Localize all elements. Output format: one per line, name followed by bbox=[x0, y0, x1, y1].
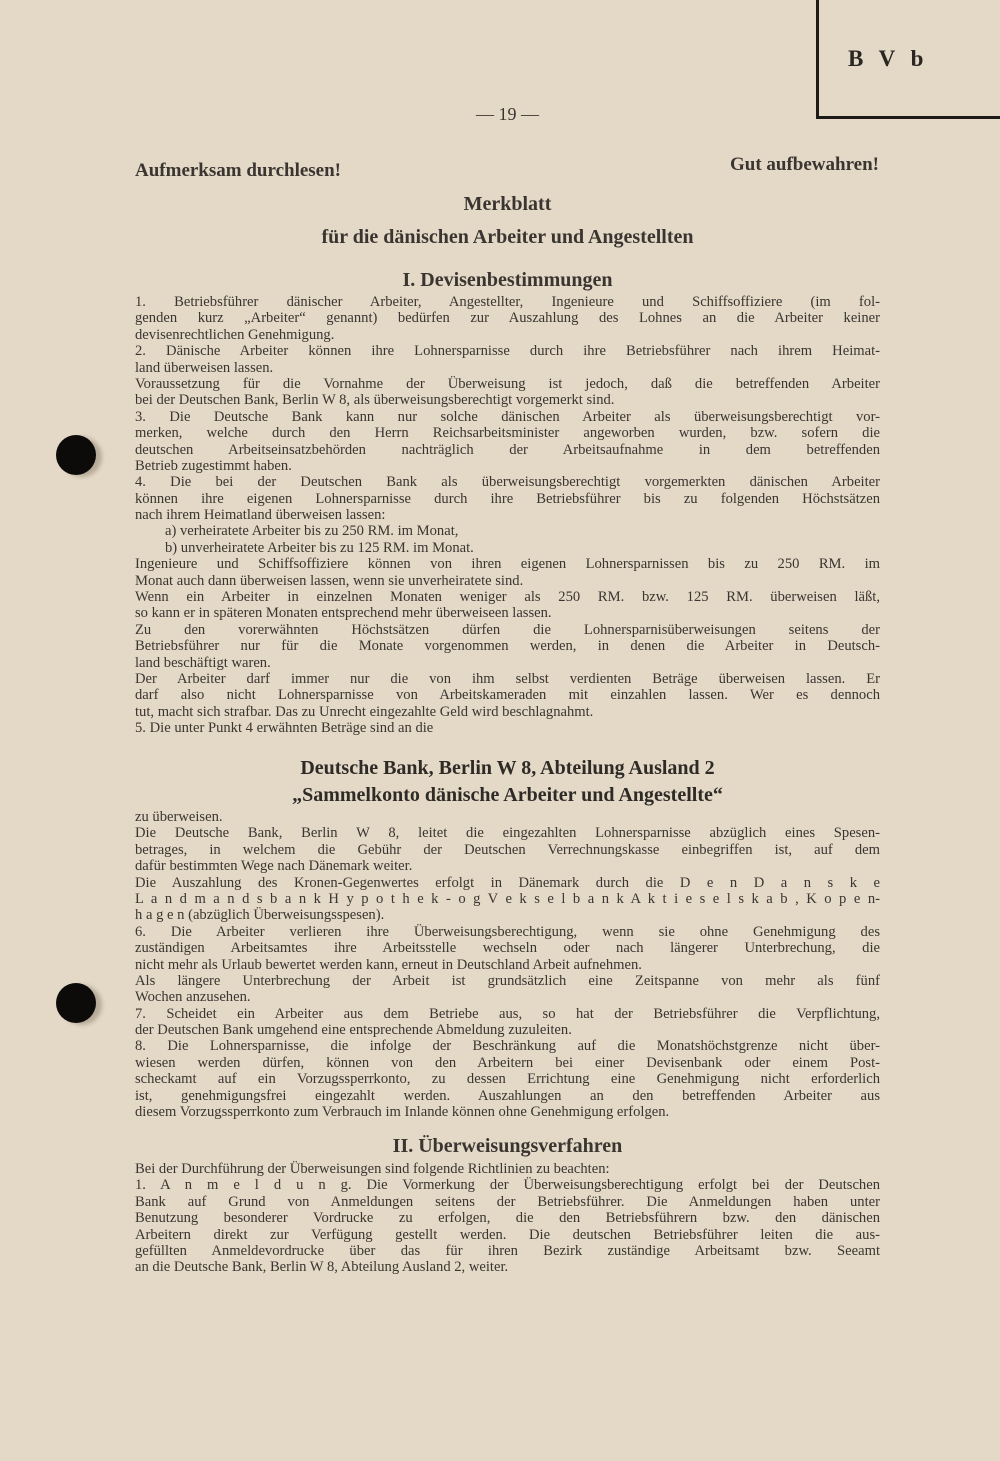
section-heading-2: II. Überweisungsverfahren bbox=[392, 1135, 623, 1157]
text-line: können ihre eigenen Lohnersparnisse durch ihre Betriebsführer bis zu folgenden Höchstsätzen bbox=[135, 490, 880, 507]
text-line: Voraussetzung für die Vornahme der Überweisung ist jedoch, daß die betreffenden Arbeiter bbox=[135, 375, 880, 392]
text-line: dafür bestimmten Wege nach Dänemark weiter. bbox=[135, 858, 413, 875]
text-line: darf also nicht Lohnersparnisse von Arbeitskameraden mit einzahlen lassen. Wer es dennoch bbox=[135, 687, 880, 704]
page-number: — 19 — bbox=[476, 104, 539, 124]
text-line: ist, genehmigungsfrei eingezahlt werden. Auszahlungen an den betreffenden Arbeiter aus bbox=[135, 1087, 880, 1104]
text-line: land überweisen lassen. bbox=[135, 359, 274, 376]
text-line: zuständigen Arbeitsamtes ihre Arbeitsstelle wechseln oder nach längerer Unterbrechung, die bbox=[135, 940, 880, 957]
text-line: land beschäftigt waren. bbox=[135, 654, 271, 671]
text-line: h a g e n (abzüglich Überweisungsspesen). bbox=[135, 907, 385, 924]
text-line: nicht mehr als Urlaub bewertet werden kann, erneut in Deutschland Arbeit aufnehmen. bbox=[135, 956, 642, 973]
text-line: Betriebsführer nur für die Monate vorgenommen werden, in denen die Arbeiter in Deutsch- bbox=[135, 638, 880, 655]
text-line: 4. Die bei der Deutschen Bank als überweisungsberechtigt vorgemerkten dänischen Arbeiter bbox=[135, 474, 880, 491]
text-line: bei der Deutschen Bank, Berlin W 8, als überweisungsberechtigt vorgemerkt sind. bbox=[135, 392, 615, 409]
text-line: scheckamt auf ein Vorzugssperrkonto, zu dessen Errichtung eine Genehmigung nicht erforderlich bbox=[135, 1071, 880, 1088]
text-line: a) verheiratete Arbeiter bis zu 250 RM. im Monat, bbox=[165, 523, 459, 540]
text-line: 1. Betriebsführer dänischer Arbeiter, Angestellter, Ingenieure und Schiffsoffiziere (im fol- bbox=[135, 294, 880, 310]
note-keep-safe: Gut aufbewahren! bbox=[729, 154, 879, 175]
text-line: an die Deutsche Bank, Berlin W 8, Abteilung Ausland 2, weiter. bbox=[135, 1259, 509, 1276]
text-line: so kann er in späteren Monaten entsprechend mehr überweiseen lassen. bbox=[135, 605, 552, 622]
text-line: Arbeitern direkt zur Verfügung gestellt werden. Die deutschen Betriebsführer leiten die aus- bbox=[135, 1226, 880, 1243]
text-line: diesem Vorzugssperrkonto zum Verbrauch im Inlande können ohne Genehmigung erfolgen. bbox=[135, 1104, 670, 1121]
text-line: tut, macht sich strafbar. Das zu Unrecht eingezahlte Geld wird beschlagnahmt. bbox=[135, 703, 594, 720]
text-line: b) unverheiratete Arbeiter bis zu 125 RM. im Monat. bbox=[165, 539, 474, 556]
text-line: genden kurz „Arbeiter“ genannt) bedürfen zur Auszahlung des Lohnes an die Arbeiter keiner bbox=[135, 310, 880, 327]
text-line: Die Auszahlung des Kronen-Gegenwertes erfolgt in Dänemark durch die D e n D a n s k e bbox=[135, 874, 880, 891]
text-line: 8. Die Lohnersparnisse, die infolge der Beschränkung auf die Monatshöchstgrenze nicht über- bbox=[135, 1038, 880, 1055]
section-heading-1: I. Devisenbestimmungen bbox=[402, 269, 613, 291]
text-line: 2. Dänische Arbeiter können ihre Lohnersparnisse durch ihre Betriebsführer nach ihrem Heimat- bbox=[135, 343, 880, 360]
text-line: Benutzung besonderer Vordrucke zu erfolgen, die den Betriebsführern bzw. den dänischen bbox=[135, 1210, 880, 1227]
text-line: devisenrechtlichen Genehmigung. bbox=[135, 326, 335, 343]
punch-hole-icon bbox=[56, 435, 96, 475]
text-line: 1. A n m e l d u n g. Die Vormerkung der Überweisungsberechtigung erfolgt bei der Deutschen bbox=[135, 1177, 880, 1194]
section-2-body bbox=[135, 1161, 880, 1276]
text-line: Monat auch dann überweisen lassen, wenn sie unverheiratete sind. bbox=[135, 572, 524, 589]
text-line: Die Deutsche Bank, Berlin W 8, leitet die eingezahlten Lohnersparnisse abzüglich eines Spesen- bbox=[135, 825, 880, 842]
document-code: B V b bbox=[848, 46, 929, 71]
text-line: deutschen Arbeitseinsatzbehörden nachträglich der Arbeitsaufnahme in dem betreffenden bbox=[135, 441, 880, 458]
text-line: 5. Die unter Punkt 4 erwähnten Beträge sind an die bbox=[135, 720, 434, 737]
text-line: L a n d m a n d s b a n k H y p o t h e k - o g V e k s e l b a n k A k t i e s e l s k a b , K o p e n- bbox=[135, 890, 880, 907]
text-line: 7. Scheidet ein Arbeiter aus dem Betriebe aus, so hat der Betriebsführer die Verpflichtung, bbox=[135, 1005, 880, 1022]
text-line: Bei der Durchführung der Überweisungen sind folgende Richtlinien zu beachten: bbox=[135, 1161, 610, 1177]
text-line: Ingenieure und Schiffsoffiziere können von ihren eigenen Lohnersparnissen bis zu 250 RM. im bbox=[135, 556, 880, 573]
page-subtitle: für die dänischen Arbeiter und Angestellten bbox=[321, 226, 694, 248]
text-line: zu überweisen. bbox=[135, 809, 223, 825]
text-line: merken, welche durch den Herrn Reichsarbeitsminister angeworben wurden, bzw. sofern die bbox=[135, 425, 880, 442]
text-line: Bank auf Grund von Anmeldungen seitens der Betriebsführer. Die Anmeldungen haben unter bbox=[135, 1193, 880, 1210]
corner-frame-vertical bbox=[816, 0, 819, 118]
text-line: nach ihrem Heimatland überweisen lassen: bbox=[135, 507, 386, 524]
bank-account-name: „Sammelkonto dänische Arbeiter und Angestellte“ bbox=[292, 784, 723, 806]
section-1-body-continued bbox=[135, 809, 880, 1120]
punch-hole-icon bbox=[56, 983, 96, 1023]
text-line: gefüllten Anmeldevordrucke über das für ihren Bezirk zuständige Arbeitsamt bzw. Seeamt bbox=[135, 1242, 880, 1259]
bank-address: Deutsche Bank, Berlin W 8, Abteilung Ausland 2 bbox=[300, 757, 715, 779]
page-title: Merkblatt bbox=[463, 193, 552, 215]
text-line: Der Arbeiter darf immer nur die von ihm selbst verdienten Beträge überweisen lassen. Er bbox=[135, 670, 880, 687]
text-line: Wochen anzusehen. bbox=[135, 989, 251, 1006]
text-line: Betrieb zugestimmt haben. bbox=[135, 457, 292, 474]
text-line: Als längere Unterbrechung der Arbeit ist grundsätzlich eine Zeitspanne von mehr als fünf bbox=[135, 972, 880, 989]
text-line: der Deutschen Bank umgehend eine entsprechende Abmeldung zuzuleiten. bbox=[135, 1022, 572, 1039]
text-line: 6. Die Arbeiter verlieren ihre Überweisungsberechtigung, wenn sie ohne Genehmigung des bbox=[135, 923, 880, 940]
text-line: wiesen werden dürfen, können von den Arbeitern bei einer Devisenbank oder einem Post- bbox=[135, 1054, 880, 1071]
section-1-body bbox=[135, 294, 880, 737]
text-line: 3. Die Deutsche Bank kann nur solche dänischen Arbeiter als überweisungsberechtigt vor- bbox=[135, 408, 880, 425]
text-line: Wenn ein Arbeiter in einzelnen Monaten weniger als 250 RM. bzw. 125 RM. überweisen läßt, bbox=[135, 589, 880, 606]
text-line: Zu den vorerwähnten Höchstsätzen dürfen die Lohnersparnisüberweisungen seitens der bbox=[135, 621, 880, 638]
note-read-carefully: Aufmerksam durchlesen! bbox=[135, 160, 342, 181]
text-line: betrages, in welchem die Gebühr der Deutschen Verrechnungskasse einbegriffen ist, auf dem bbox=[135, 841, 880, 858]
